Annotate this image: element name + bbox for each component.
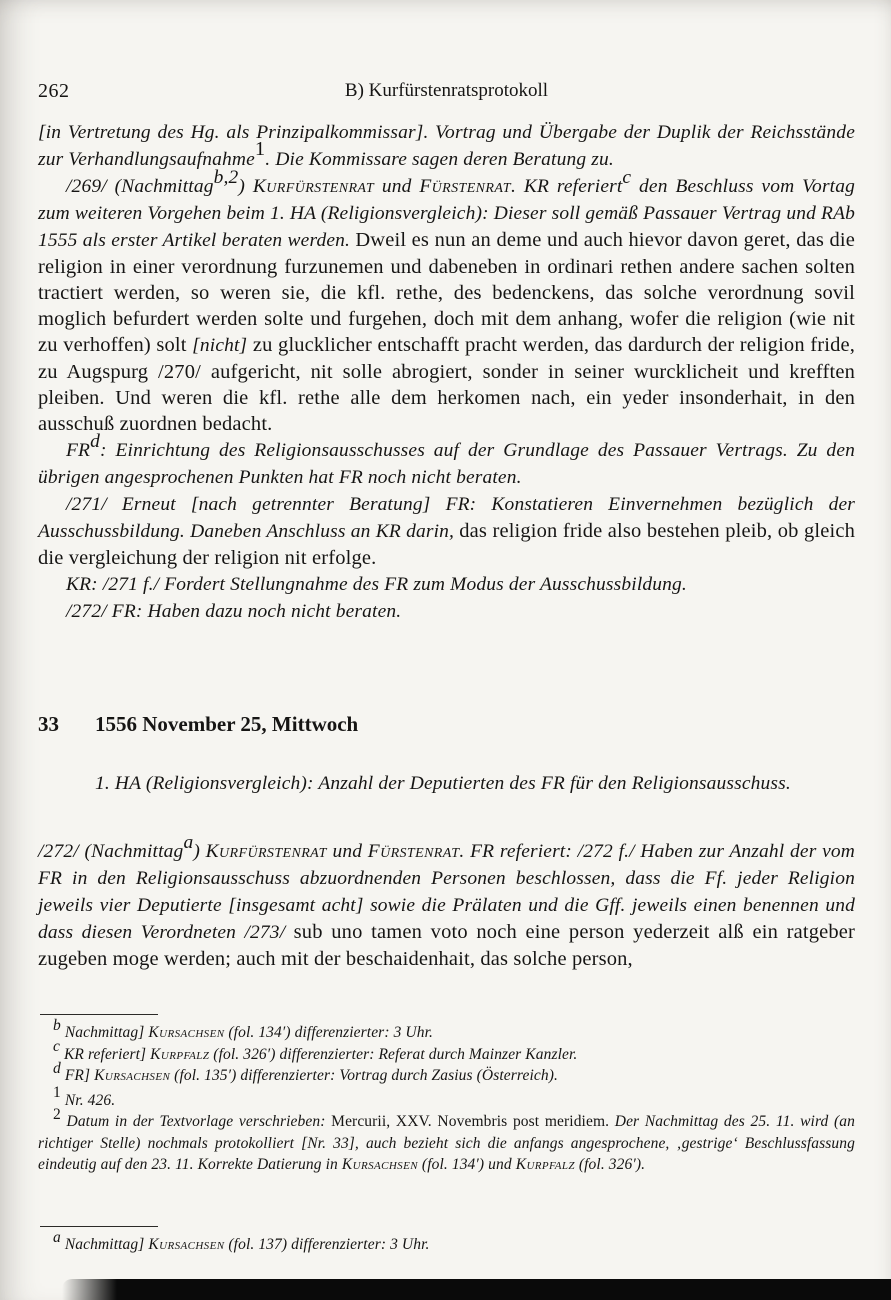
text-segment: . FR referiert: /272 f./ Haben zur Anzahl der vom FR in den Religionsausschuss abzuordnenden Personen beschlossen, dass die Ff. jeder Religion jeweils vier Deputierte [insgesamt acht] sowie die Prälaten und die Gff. jeweils einen benennen und dass diesen Verordneten /273/	[38, 841, 856, 943]
text-segment: b	[53, 1016, 61, 1034]
agenda-item-1-ha	[95, 770, 853, 797]
text-segment: b,2	[213, 166, 239, 188]
agenda-item-block	[95, 770, 853, 797]
text-segment: Kursachsen	[341, 1156, 418, 1173]
text-segment: Der Nachmittag des 25. 11. wird (an richtiger Stelle) nochmals protokolliert [Nr. 33], auch bezieht sich die anfangs angesprochene, ‚gestrige‘ Beschlussfassung eindeutig auf den 23. 11. Korrekte Datierung in	[38, 1113, 856, 1173]
text-segment: 2	[53, 1105, 61, 1123]
apparatus-note-b	[38, 1016, 855, 1044]
text-segment: und	[326, 841, 368, 862]
footnote-separator-rule-2	[40, 1226, 158, 1227]
text-segment: (fol. 134′) und	[417, 1156, 516, 1173]
apparatus-note-a	[38, 1228, 855, 1256]
footnote-1	[38, 1084, 855, 1112]
section-heading	[38, 712, 855, 737]
body-text-block-section	[38, 831, 856, 972]
apparatus-note-c	[38, 1038, 855, 1066]
entry-271-erneut	[38, 491, 855, 571]
paragraph-continuation	[38, 119, 855, 173]
footnote-area	[38, 1014, 855, 1176]
apparatus-note-d	[38, 1059, 855, 1087]
footnote-2	[38, 1105, 856, 1176]
text-segment: Kurfürstenrat	[252, 176, 375, 197]
apparatus-notes	[38, 1016, 855, 1087]
scan-edge-artifact	[62, 1279, 891, 1300]
text-segment: /272/ FR: Haben dazu noch nicht beraten.	[66, 601, 402, 622]
text-segment: KR: /271 f./ Fordert Stellungnahme des FR zum Modus der Ausschussbildung.	[66, 574, 687, 595]
text-segment: /271/ Erneut [nach getrennter Beratung] FR: Konstatieren Einvernehmen bezüglich der Ausschussbildung. Daneben Anschluss an KR darin,	[38, 494, 855, 542]
text-segment: d	[53, 1059, 61, 1077]
text-segment: : Einrichtung des Religionsausschusses auf der Grundlage des Passauer Vertrags. Zu den übrigen angesprochenen Punkten hat FR noch nicht beraten.	[38, 440, 855, 488]
text-segment: FR	[66, 440, 91, 461]
text-segment: )	[238, 176, 253, 197]
text-segment: (fol. 134′) differenzierter: 3 Uhr.	[224, 1024, 433, 1041]
text-segment: c	[622, 166, 632, 188]
running-header-title: B) Kurfürstenratsprotokoll	[344, 80, 549, 101]
running-header	[38, 80, 855, 106]
text-segment: a	[53, 1228, 61, 1246]
section-date-title: 1556 November 25, Mittwoch	[95, 712, 359, 736]
text-segment: /272/ (Nachmittag	[38, 841, 184, 862]
entry-269-kurfuerstenrat	[38, 166, 855, 437]
footnote-separator-rule	[40, 1014, 158, 1015]
text-segment: Nr. 426.	[60, 1091, 116, 1109]
text-segment: KR referiert]	[60, 1045, 151, 1063]
text-segment: Kursachsen	[94, 1067, 171, 1084]
section-number: 33	[38, 712, 59, 736]
text-segment: c	[53, 1038, 60, 1056]
text-segment: . Die Kommissare sagen deren Beratung zu.	[265, 149, 614, 170]
text-segment: Mercurii, XXV. Novembris post meridiem.	[331, 1113, 610, 1130]
text-segment: 1. HA (Religionsvergleich): Anzahl der Deputierten des FR für den Religionsausschuss.	[95, 773, 791, 794]
text-segment: (fol. 326′) differenzierter: Referat durch Mainzer Kanzler.	[209, 1045, 578, 1063]
text-segment: a	[183, 831, 194, 853]
apparatus-notes-second	[38, 1228, 855, 1256]
text-segment: Fürstenrat	[419, 176, 511, 197]
text-segment: 1	[254, 138, 266, 161]
page-number: 262	[38, 80, 70, 102]
numbered-footnotes	[38, 1084, 856, 1176]
entry-272-nachmittag	[38, 831, 856, 972]
entry-272-fr	[38, 598, 855, 625]
text-segment: Kursachsen	[148, 1024, 225, 1041]
text-segment: Kurpfalz	[515, 1156, 575, 1173]
entry-fr-religionsausschuss	[38, 430, 855, 491]
text-segment: )	[193, 841, 206, 862]
text-segment: Nachmittag]	[60, 1236, 149, 1253]
text-segment: Fürstenrat	[367, 841, 460, 862]
text-segment: FR]	[60, 1067, 95, 1084]
text-segment: den Beschluss vom Vortag zum weiteren Vorgehen beim 1. HA (Religionsvergleich): Dieser soll gemäß Passauer Vertrag und RAb 1555 als erster Artikel beraten werden.	[38, 176, 855, 251]
text-segment: Kurpfalz	[150, 1045, 210, 1063]
text-segment: Kurfürstenrat	[205, 841, 327, 862]
text-segment: das religion fride also bestehen pleib, ob gleich die vergleichung der religion nit erfolge.	[38, 520, 855, 569]
text-segment: zu glucklicher entschafft pracht werden, das dardurch der religion fride, zu Augspurg /270/ aufgericht, nit solle abrogiert, sonder in seiner wurcklicheit und krefften pleiben. Und weren die kfl. rethe alle dem herkomen nach, ein yeder insonderhait, in den ausschuß zuordnen bedacht.	[38, 334, 855, 435]
body-text-block-top	[38, 119, 855, 625]
text-segment: sub uno tamen voto noch eine person yederzeit alß ein ratgeber zugeben moge werden; auch mit der beschaidenhait, das solche person,	[38, 921, 855, 970]
entry-kr-271f	[38, 571, 855, 598]
text-segment: und	[374, 176, 420, 197]
text-segment: /269/ (Nachmittag	[66, 176, 214, 197]
text-segment: . KR referiert	[510, 176, 623, 197]
text-segment: Kursachsen	[148, 1236, 225, 1253]
text-segment: 1	[53, 1084, 61, 1102]
footnote-area-second	[38, 1226, 855, 1256]
text-segment: [nicht]	[192, 335, 248, 356]
text-segment: Dweil es nun an deme und auch hievor davon geret, das die religion in einer verordnung furzunemen und dabeneben in ordinari rethen andere sachen solten tractiert werden, so weren sie, die kfl. rethe, des bedenckens, das solche verordnung sovil moglich befurdert werden solte und furgehen, doch mit dem anhang, wofer die religion (wie nit zu verhoffen) solt	[38, 229, 855, 356]
text-segment: Datum in der Textvorlage verschrieben:	[60, 1113, 332, 1130]
text-segment: Nachmittag]	[60, 1024, 149, 1041]
text-segment: [in Vertretung des Hg. als Prinzipalkommissar]. Vortrag und Übergabe der Duplik der Reichsstände zur Verhandlungsaufnahme	[38, 122, 855, 170]
text-segment: (fol. 137) differenzierter: 3 Uhr.	[224, 1236, 430, 1253]
text-segment: (fol. 135′) differenzierter: Vortrag durch Zasius (Österreich).	[170, 1067, 558, 1084]
text-segment: (fol. 326′).	[574, 1156, 646, 1173]
text-segment: d	[90, 430, 100, 452]
